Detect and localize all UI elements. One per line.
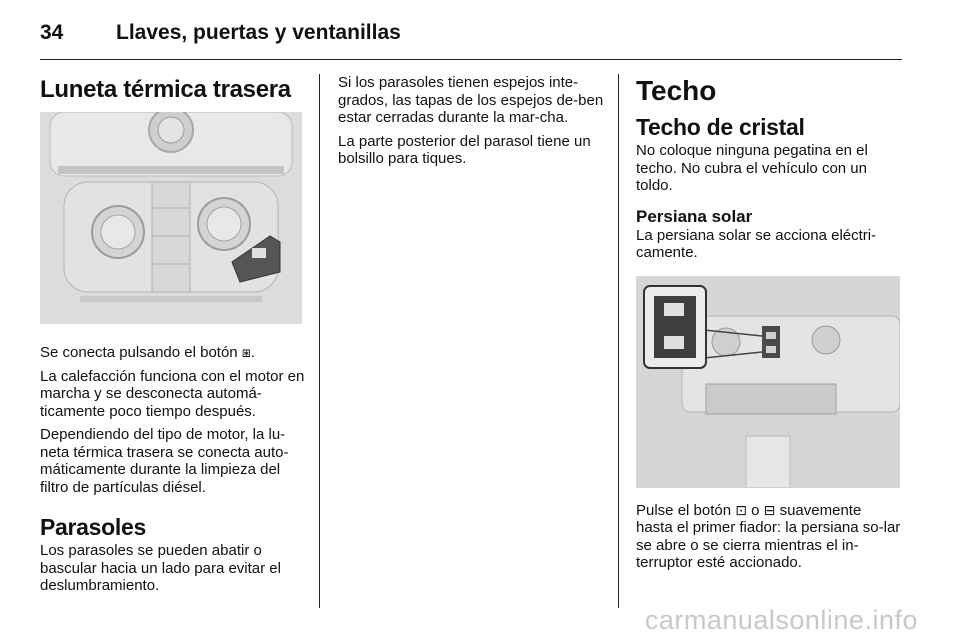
parasoles-paragraph-3: La parte posterior del parasol tiene un bolsillo para tiques. <box>338 132 591 167</box>
persiana-paragraph-2: Pulse el botón ⊡ o ⊟ suavemente hasta el primer fiador: la persiana so-lar se abre o se cierra mientras el in-terruptor esté accionado. <box>636 501 901 571</box>
watermark: carmanualsonline.info <box>644 605 918 635</box>
luneta-paragraph-3: Dependiendo del tipo de motor, la lu-neta térmica trasera se conecta auto-máticamente durante la limpieza del filtro de partículas diésel. <box>40 426 289 496</box>
page-number: 34 <box>40 21 64 44</box>
sunblind-open-icon: ⊡ <box>735 501 747 518</box>
column-middle <box>338 74 606 168</box>
section-title-techo-cristal: Techo de cristal <box>636 114 805 140</box>
parasoles-paragraph-2: Si los parasoles tienen espejos inte-grados, las tapas de los espejos de-ben estar cerradas durante la mar-cha. <box>338 74 604 126</box>
techo-paragraph-1: No coloque ninguna pegatina en el techo. No cubra el vehículo con un toldo. <box>636 142 868 194</box>
section-title-parasoles: Parasoles <box>40 514 146 540</box>
section-title-techo: Techo <box>636 75 717 106</box>
dashboard-illustration <box>40 112 302 324</box>
column-left <box>40 74 306 595</box>
sunblind-close-icon: ⊟ <box>763 501 776 518</box>
chapter-title: Llaves, puertas y ventanillas <box>116 21 401 44</box>
section-title-luneta: Luneta térmica trasera <box>40 76 291 103</box>
column-right <box>636 74 902 572</box>
luneta-paragraph-1: Se conecta pulsando el botón ⧆. <box>40 344 255 361</box>
persiana-paragraph-1: La persiana solar se acciona eléctri-camente. <box>636 226 877 261</box>
sunroof-switch-photo <box>636 276 900 488</box>
parasoles-paragraph-1: Los parasoles se pueden abatir o bascular hacia un lado para evitar el deslumbramiento. <box>40 542 281 594</box>
header-rule <box>40 59 902 60</box>
section-title-persiana: Persiana solar <box>636 206 753 226</box>
dashboard-photo <box>40 112 302 324</box>
rear-defrost-icon: ⧆ <box>241 344 251 360</box>
sunroof-illustration <box>636 276 900 488</box>
column-divider-2 <box>618 74 619 608</box>
page-header <box>40 16 401 50</box>
column-divider-1 <box>319 74 320 608</box>
luneta-paragraph-2: La calefacción funciona con el motor en marcha y se desconecta automá-ticamente poco tiempo después. <box>40 367 305 420</box>
